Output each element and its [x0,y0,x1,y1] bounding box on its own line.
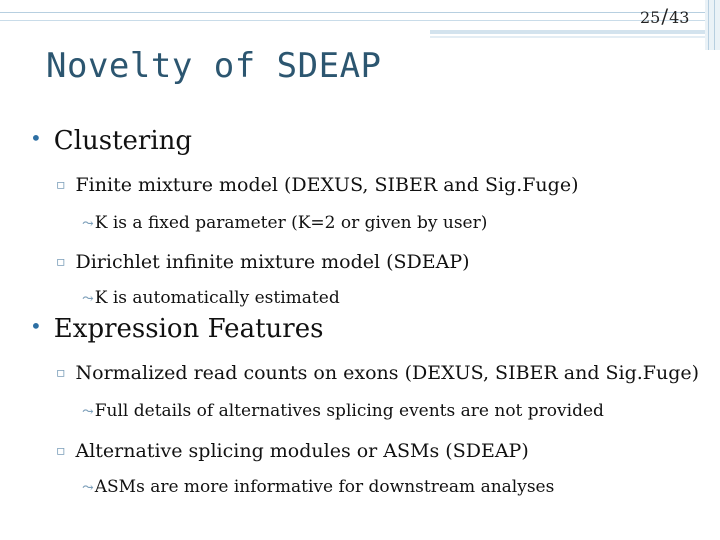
detail-k-estimated [82,288,340,308]
bullet-text: Clustering [53,126,193,156]
sub-bullet-asms [56,440,529,462]
curved-arrow-icon: ⤳ [82,216,94,232]
sub-bullet-text: Normalized read counts on exons (DEXUS, SIBER and Sig.Fuge) [75,362,700,384]
detail-full-details [82,401,604,421]
detail-k-fixed [82,213,487,233]
square-bullet-icon: ▫ [56,254,66,270]
detail-text: K is automatically estimated [94,288,340,308]
bullet-expression-features [30,314,323,344]
square-bullet-icon: ▫ [56,177,66,193]
page-current: 25 [640,8,661,27]
sub-bullet-dirichlet [56,251,470,273]
page-total: 43 [669,8,690,27]
sub-bullet-finite-mixture [56,174,579,196]
page-separator: / [661,4,669,28]
square-bullet-icon: ▫ [56,443,66,459]
curved-arrow-icon: ⤳ [82,291,94,307]
bullet-dot-icon: • [30,314,42,338]
sub-bullet-text: Dirichlet infinite mixture model (SDEAP) [75,251,470,273]
curved-arrow-icon: ⤳ [82,480,94,496]
detail-text: ASMs are more informative for downstream analyses [94,477,555,497]
sub-bullet-text: Finite mixture model (DEXUS, SIBER and Sig.Fuge) [75,174,579,196]
bullet-dot-icon: • [30,126,42,150]
sub-bullet-text: Alternative splicing modules or ASMs (SDEAP) [75,440,529,462]
detail-text: K is a fixed parameter (K=2 or given by user) [94,213,488,233]
square-bullet-icon: ▫ [56,365,66,381]
slide-title: Novelty of SDEAP [46,46,382,86]
bullet-text: Expression Features [53,314,324,344]
detail-asms-informative [82,477,554,497]
detail-text: Full details of alternatives splicing events are not provided [94,401,604,421]
bullet-clustering [30,126,192,156]
curved-arrow-icon: ⤳ [82,404,94,420]
sub-bullet-normalized-counts [56,362,699,384]
